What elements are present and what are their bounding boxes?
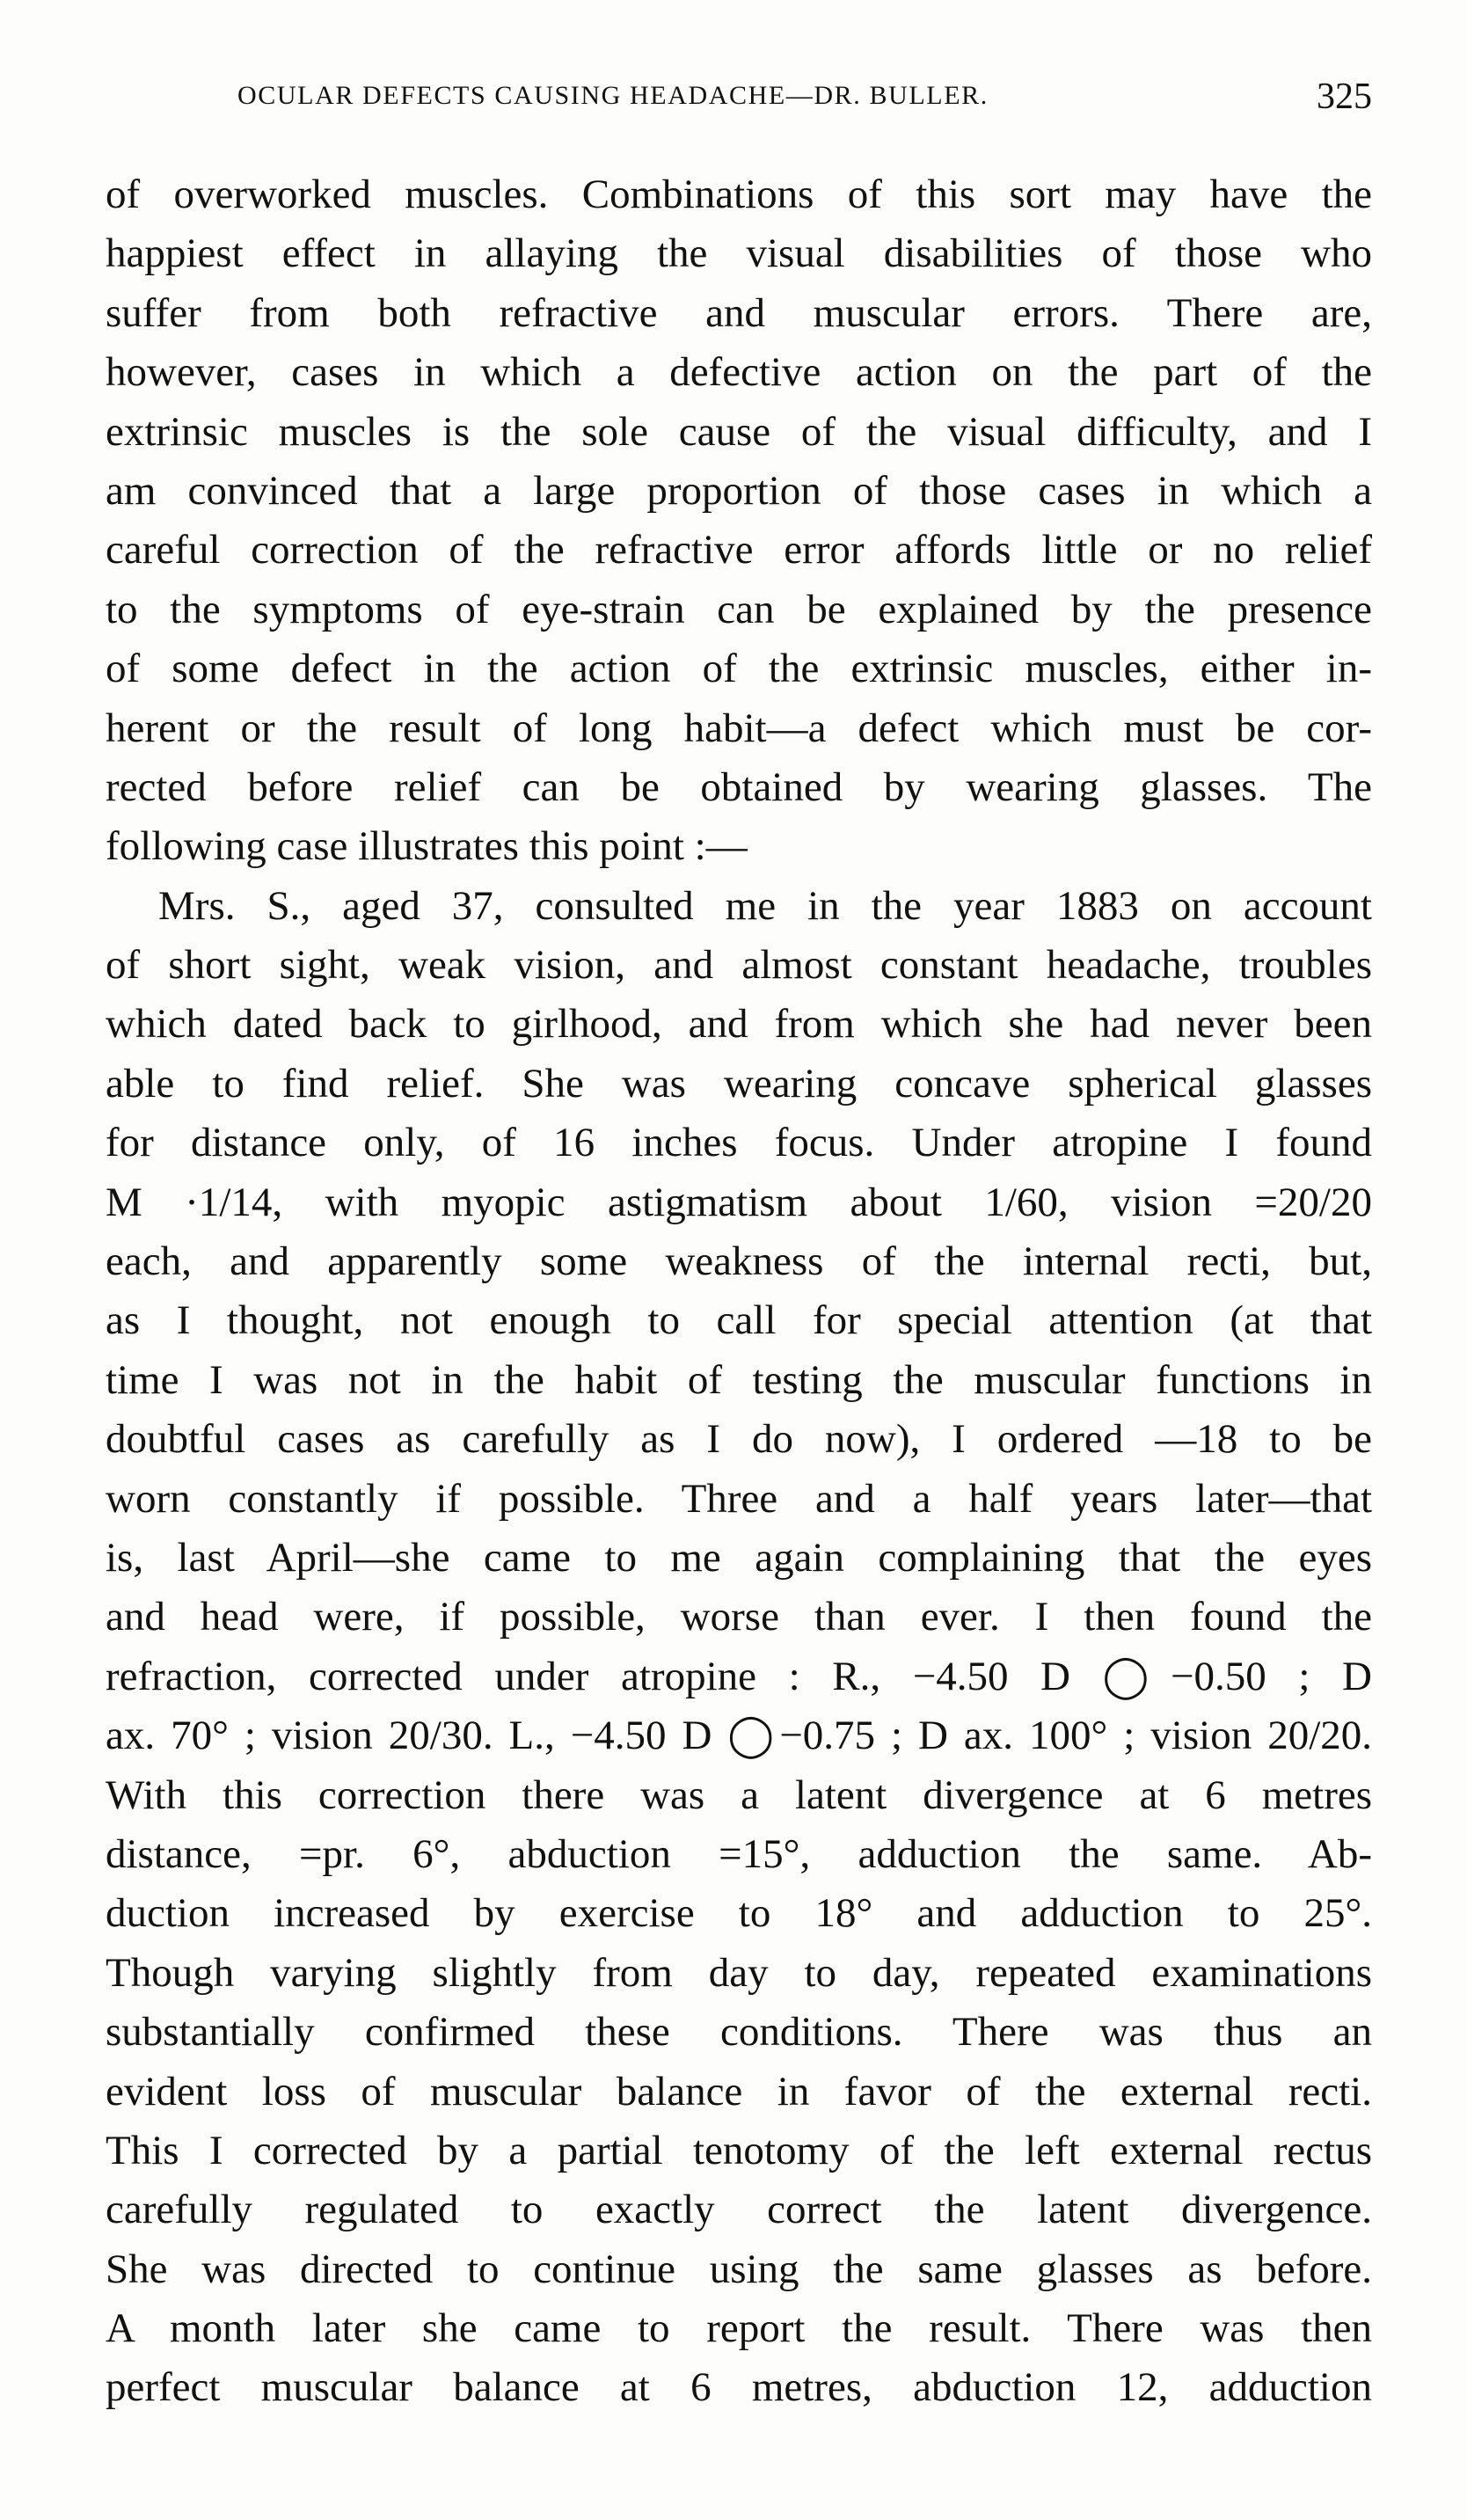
text-line: evident loss of muscular balance in favor of the external recti. [106,2068,1372,2115]
text-line: following case illustrates this point :— [106,823,748,870]
text-line: as I thought, not enough to call for special attention (at that [106,1297,1372,1344]
text-line: and head were, if possible, worse than ever. I then found the [106,1594,1372,1640]
page-number: 325 [1317,77,1372,117]
text-line: substantially confirmed these conditions. There was thus an [106,2009,1372,2056]
text-line: perfect muscular balance at 6 metres, abduction 12, adduction [106,2364,1372,2411]
text-line: distance, =pr. 6°, abduction =15°, adduction the same. Ab- [106,1830,1372,1877]
page-header [106,76,1372,128]
text-line: time I was not in the habit of testing the muscular functions in [106,1356,1372,1403]
text-line: M ·1/14, with myopic astigmatism about 1/60, vision =20/20 [106,1179,1372,1225]
text-line: With this correction there was a latent divergence at 6 metres [106,1771,1372,1818]
text-line: careful correction of the refractive error affords little or no relief [106,527,1372,573]
text-line: rected before relief can be obtained by wearing glasses. The [106,763,1372,810]
text-line: extrinsic muscles is the sole cause of the visual difficulty, and I [106,408,1372,455]
running-head: OCULAR DEFECTS CAUSING HEADACHE—DR. BULLER. [237,81,989,110]
text-line: She was directed to continue using the same glasses as before. [106,2246,1372,2292]
text-line: happiest effect in allaying the visual disabilities of those who [106,230,1372,277]
text-line: refraction, corrected under atropine : R., −4.50 D ◯−0.50 ; D [106,1653,1372,1699]
text-line: of short sight, weak vision, and almost constant headache, troubles [106,942,1372,989]
text-line: is, last April—she came to me again complaining that the eyes [106,1534,1372,1581]
text-line: which dated back to girlhood, and from which she had never been [106,1001,1372,1048]
text-line: This I corrected by a partial tenotomy of the left external rectus [106,2127,1372,2173]
text-line: Though varying slightly from day to day, repeated examinations [106,1949,1372,1996]
text-line: am convinced that a large proportion of those cases in which a [106,467,1372,514]
text-line: Mrs. S., aged 37, consulted me in the year 1883 on account [158,882,1372,929]
text-line: carefully regulated to exactly correct the latent divergence. [106,2187,1372,2233]
text-line: A month later she came to report the result. There was then [106,2305,1372,2352]
text-line: ax. 70° ; vision 20/30. L., −4.50 D ◯−0.75 ; D ax. 100° ; vision 20/20. [106,1713,1372,1759]
text-line: for distance only, of 16 inches focus. Under atropine I found [106,1120,1372,1166]
text-line: able to find relief. She was wearing concave spherical glasses [106,1060,1372,1107]
text-line: of overworked muscles. Combinations of this sort may have the [106,172,1372,217]
text-line: to the symptoms of eye-strain can be explained by the presence [106,586,1372,632]
body-text [106,165,1372,2418]
text-line: each, and apparently some weakness of the internal recti, but, [106,1238,1372,1285]
text-line: herent or the result of long habit—a defect which must be cor- [106,705,1372,751]
text-line: suffer from both refractive and muscular errors. There are, [106,289,1372,336]
text-line: of some defect in the action of the extrinsic muscles, either in- [106,646,1372,692]
text-line: worn constantly if possible. Three and a half years later—that [106,1475,1372,1522]
text-line: doubtful cases as carefully as I do now), I ordered —18 to be [106,1416,1372,1463]
text-line: however, cases in which a defective action on the part of the [106,349,1372,396]
text-line: duction increased by exercise to 18° and adduction to 25°. [106,1890,1372,1937]
